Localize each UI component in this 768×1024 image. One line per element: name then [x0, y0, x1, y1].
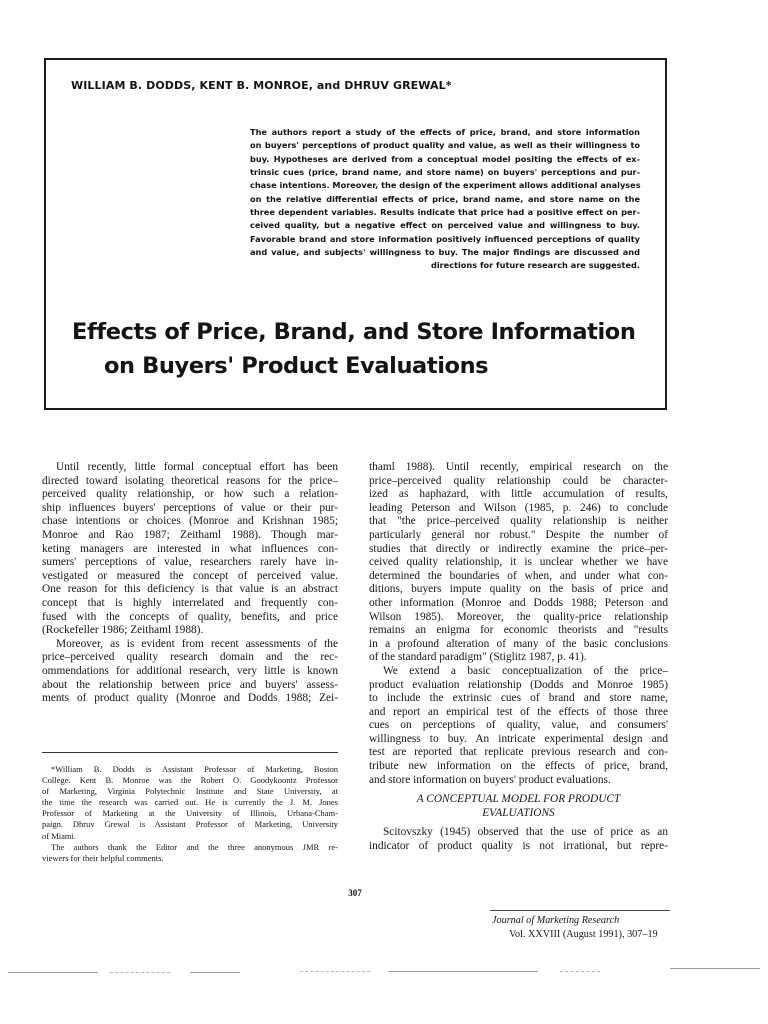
footnote-line: of Miami.: [42, 830, 76, 841]
body-line: and report an empirical test of the effects of those three: [369, 705, 668, 718]
journal-name: Journal of Marketing Research: [492, 915, 620, 926]
body-line: fused with the concepts of quality, benefits, and price: [42, 610, 338, 623]
footnote-line: The authors thank the Editor and the three anonymous JMR re-: [51, 841, 338, 852]
body-column-left: [42, 461, 338, 706]
body-line: studies that directly or indirectly examine the price–per-: [369, 542, 668, 555]
footnote-line: viewers for their helpful comments.: [42, 852, 164, 863]
body-line: chase intentions or choices (Monroe and Krishnan 1985;: [42, 515, 338, 528]
body-line: sumers' perceptions of value, researchers rarely have in-: [42, 556, 338, 569]
body-column-right: [369, 461, 668, 854]
body-line: directed toward isolating theoretical reasons for the price–: [42, 474, 338, 487]
footnote-line: of Marketing, Virginia Polytechnic Institute and State University, at: [42, 786, 338, 797]
section-heading: A CONCEPTUAL MODEL FOR PRODUCT: [416, 793, 621, 806]
author-line: WILLIAM B. DODDS, KENT B. MONROE, and DHRUV GREWAL*: [71, 79, 452, 92]
body-line: in a profound alteration of many of the basic conclusions: [369, 637, 668, 650]
scan-artifact-line: [560, 971, 600, 972]
body-line: price–perceived quality relationship could be character-: [369, 474, 668, 487]
body-line: willingness to buy. An intricate experimental design and: [369, 732, 668, 745]
body-line: product evaluation relationship (Dodds and Monroe 1985): [369, 678, 668, 691]
abstract-line: Favorable brand and store information positively influenced perceptions of quality: [250, 233, 640, 244]
body-line: vestigated or measured the concept of perceived value.: [42, 569, 338, 582]
scan-artifact-line: [8, 972, 98, 973]
body-line: particularly general nor robust." Despite the number of: [369, 528, 668, 541]
body-line: leading Peterson and Wilson (1985, p. 246) to conclude: [369, 501, 668, 514]
footnote-line: the time the research was carried out. He is currently the J. M. Jones: [42, 797, 338, 808]
body-line: ments of product quality (Monroe and Dodds 1988; Zei-: [42, 692, 338, 705]
footnote-line: College. Kent B. Monroe was the Robert O. Goodykoontz Professor: [42, 775, 338, 786]
body-line: Wilson 1985). Moreover, the quality-price relationship: [369, 610, 668, 623]
body-line: keting managers are interested in what influences con-: [42, 542, 338, 555]
body-line: ditions, buyers impute quality on the basis of price and: [369, 583, 668, 596]
body-line: ommendations for additional research, very little is known: [42, 664, 338, 677]
body-line: perceived quality relationship, or how such a relation-: [42, 488, 338, 501]
abstract-line: and value, and subjects' willingness to buy. The major findings are discussed and: [250, 247, 640, 258]
abstract: [250, 126, 640, 273]
footnote: [42, 764, 338, 864]
footnote-line: *William B. Dodds is Assistant Professor of Marketing, Boston: [51, 764, 338, 774]
page-number: 307: [348, 888, 362, 898]
body-line: We extend a basic conceptualization of the price–: [383, 664, 668, 677]
footnote-line: Professor of Marketing at the University of Illinois, Urbana-Cham-: [42, 808, 338, 819]
article-title-line-2: on Buyers' Product Evaluations: [104, 353, 489, 379]
body-line: Moreover, as is evident from recent assessments of the: [56, 637, 338, 650]
body-line: Until recently, little formal conceptual effort has been: [56, 461, 338, 473]
abstract-line: buy. Hypotheses are derived from a conceptual model positing the effects of ex-: [250, 153, 640, 164]
body-line: One reason for this deficiency is that value is an abstract: [42, 583, 338, 596]
section-heading-continued: EVALUATIONS: [482, 806, 555, 819]
scan-artifact-line: [388, 971, 538, 972]
body-line: Monroe and Rao 1987; Zeithaml 1988). Though mar-: [42, 528, 338, 541]
abstract-line: ceived quality, but a negative effect on perceived value and willingness to buy.: [250, 220, 640, 231]
body-line: indicator of product quality is not irrational, but repre-: [369, 840, 668, 853]
scan-artifact-line: [300, 971, 370, 972]
body-line: ship influences buyers' perceptions of value or their pur-: [42, 501, 338, 514]
body-line: of the standard paradigm" (Stiglitz 1987, p. 41).: [369, 651, 587, 664]
body-line: and store information on buyers' product evaluations.: [369, 773, 611, 786]
journal-rule: [490, 910, 670, 911]
body-line: determined the boundaries of when, and under what con-: [369, 569, 668, 582]
body-line: thaml 1988). Until recently, empirical research on the: [369, 461, 668, 473]
body-line: price–perceived quality research domain and the rec-: [42, 651, 338, 664]
body-line: (Rockefeller 1986; Zeithaml 1988).: [42, 624, 204, 637]
scan-artifact-line: [670, 968, 760, 969]
journal-volume: Vol. XXVIII (August 1991), 307–19: [509, 929, 658, 940]
body-line: ized as haphazard, with little accumulation of results,: [369, 488, 668, 501]
abstract-line: three dependent variables. Results indicate that price had a positive effect on per-: [250, 207, 640, 218]
body-line: that "the price–perceived quality relationship is neither: [369, 515, 668, 528]
abstract-line: on buyers' perceptions of product quality and value, as well as their willingness to: [250, 140, 640, 151]
body-line: other information (Monroe and Dodds 1988; Peterson and: [369, 596, 668, 609]
scan-artifact-line: [110, 972, 170, 973]
scan-artifact-line: [190, 972, 240, 973]
footnote-line: paign. Dhruv Grewal is Assistant Professor of Marketing, University: [42, 819, 338, 830]
body-line: cues on perceptions of quality, value, and consumers': [369, 719, 668, 732]
abstract-line: The authors report a study of the effects of price, brand, and store information: [250, 127, 640, 137]
abstract-line: trinsic cues (price, brand name, and store name) on buyers' perceptions and pur-: [250, 167, 640, 178]
body-line: ceived quality relationship, it is unclear whether we have: [369, 556, 668, 569]
footnote-rule: [42, 752, 338, 753]
body-line: concept that is highly interrelated and frequently con-: [42, 596, 338, 609]
body-line: tribute new information on the effects of price, brand,: [369, 760, 668, 773]
body-line: test are reported that replicate previous research and con-: [369, 746, 668, 759]
body-line: about the relationship between price and buyers' assess-: [42, 678, 338, 691]
abstract-line: directions for future research are suggested.: [430, 260, 640, 271]
article-title-line-1: Effects of Price, Brand, and Store Information: [72, 319, 636, 345]
body-line: remains an enigma for economic theorists and "results: [369, 624, 668, 637]
body-line: Scitovszky (1945) observed that the use of price as an: [383, 826, 668, 839]
body-line: to include the extrinsic cues of brand and store name,: [369, 692, 668, 705]
abstract-line: chase intentions. Moreover, the design of the experiment allows additional analyses: [250, 180, 641, 191]
abstract-line: on the relative differential effects of price, brand name, and store name on the: [250, 193, 640, 204]
